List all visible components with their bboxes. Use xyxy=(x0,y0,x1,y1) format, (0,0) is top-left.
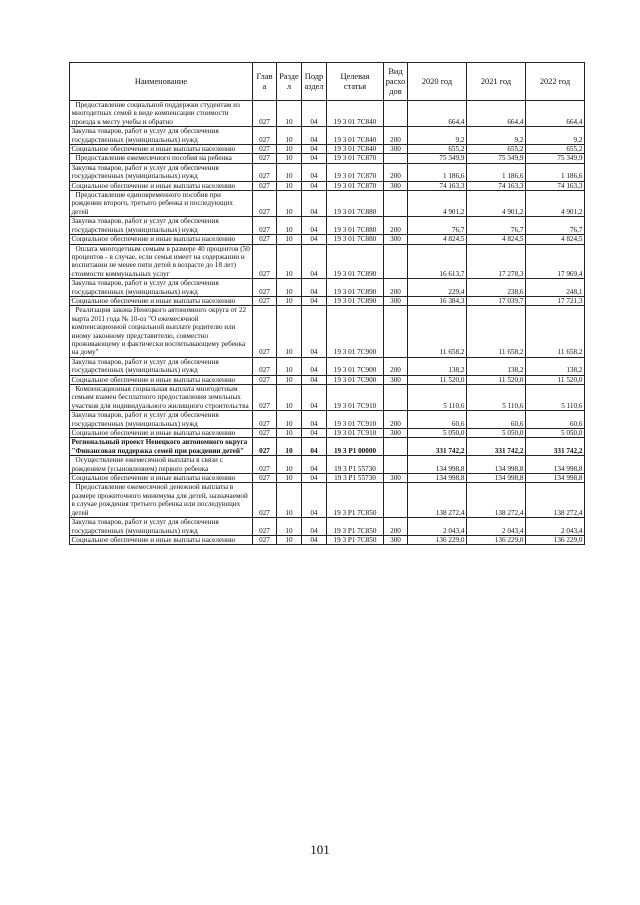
cell-vid xyxy=(384,191,408,217)
cell-2020: 138 272,4 xyxy=(408,483,467,518)
cell-razdel: 10 xyxy=(277,127,302,145)
cell-vid: 200 xyxy=(384,279,408,297)
cell-2021: 2 043,4 xyxy=(467,518,526,536)
cell-podrazdel: 04 xyxy=(302,375,327,384)
cell-razdel: 10 xyxy=(277,483,302,518)
cell-2022: 76,7 xyxy=(526,217,585,235)
cell-2021: 17 039,7 xyxy=(467,296,526,305)
cell-podrazdel: 04 xyxy=(302,385,327,411)
cell-razdel: 10 xyxy=(277,279,302,297)
cell-name: Закупка товаров, работ и услуг для обеспечения государственных (муниципальных) нужд xyxy=(70,518,253,536)
cell-glava: 027 xyxy=(253,191,277,217)
cell-glava: 027 xyxy=(253,181,277,190)
cell-name: Социальное обеспечение и иные выплаты населению xyxy=(70,145,253,154)
table-row xyxy=(70,357,585,375)
cell-2022: 134 998,8 xyxy=(526,456,585,474)
cell-2021: 9,2 xyxy=(467,127,526,145)
cell-podrazdel: 04 xyxy=(302,306,327,357)
table-row xyxy=(70,181,585,190)
cell-statya: 19 3 01 7С910 xyxy=(327,385,384,411)
cell-vid: 300 xyxy=(384,296,408,305)
cell-statya: 19 3 01 7С840 xyxy=(327,101,384,127)
cell-2020: 4 824,5 xyxy=(408,235,467,244)
cell-statya: 19 3 Р1 55730 xyxy=(327,474,384,483)
cell-name: Предоставление ежемесячной денежной выплаты в размере прожиточного минимума для детей, назначаемой в случае рождения третьего ребенка или последующих детей xyxy=(70,483,253,518)
cell-2022: 664,4 xyxy=(526,101,585,127)
cell-razdel: 10 xyxy=(277,456,302,474)
cell-podrazdel: 04 xyxy=(302,217,327,235)
cell-2021: 11 658,2 xyxy=(467,306,526,357)
cell-2020: 134 998,8 xyxy=(408,474,467,483)
table-row xyxy=(70,235,585,244)
cell-name: Предоставление единовременного пособия при рождении второго, третьего ребенка и последующих детей xyxy=(70,191,253,217)
cell-name: Закупка товаров, работ и услуг для обеспечения государственных (муниципальных) нужд xyxy=(70,127,253,145)
cell-2022: 11 658,2 xyxy=(526,306,585,357)
cell-statya: 19 3 Р1 55730 xyxy=(327,456,384,474)
cell-2021: 11 520,0 xyxy=(467,375,526,384)
table-row xyxy=(70,163,585,181)
cell-glava: 027 xyxy=(253,279,277,297)
table-header-row xyxy=(70,63,585,101)
table-body xyxy=(70,101,585,545)
cell-statya: 19 3 01 7С840 xyxy=(327,145,384,154)
cell-name: Социальное обеспечение и иные выплаты населению xyxy=(70,535,253,544)
cell-2021: 4 901,2 xyxy=(467,191,526,217)
cell-2020: 655,2 xyxy=(408,145,467,154)
cell-2020: 75 349,9 xyxy=(408,154,467,163)
cell-name: Компенсационная социальная выплата многодетным семьям взамен бесплатного предоставления земельных участков для индивидуального жилищного строительства xyxy=(70,385,253,411)
cell-podrazdel: 04 xyxy=(302,474,327,483)
cell-2020: 76,7 xyxy=(408,217,467,235)
cell-2021: 331 742,2 xyxy=(467,438,526,456)
header-razdel: Разде л xyxy=(277,63,302,101)
cell-2021: 5 110,6 xyxy=(467,385,526,411)
cell-2022: 138,2 xyxy=(526,357,585,375)
table-row xyxy=(70,101,585,127)
cell-podrazdel: 04 xyxy=(302,163,327,181)
cell-razdel: 10 xyxy=(277,306,302,357)
cell-name: Реализация закона Ненецкого автономного округа от 22 марта 2011 года № 10-оз "О ежемесячной компенсационной социальной выплате родителю или иному законному представителю, совместно проживающему и фактически воспитывающему ребенка на дому" xyxy=(70,306,253,357)
cell-vid: 300 xyxy=(384,375,408,384)
table-row xyxy=(70,244,585,279)
cell-razdel: 10 xyxy=(277,535,302,544)
table-row xyxy=(70,154,585,163)
header-statya: Целевая статья xyxy=(327,63,384,101)
cell-razdel: 10 xyxy=(277,411,302,429)
cell-statya: 19 3 01 7С880 xyxy=(327,217,384,235)
cell-vid: 300 xyxy=(384,145,408,154)
cell-glava: 027 xyxy=(253,244,277,279)
cell-2022: 4 901,2 xyxy=(526,191,585,217)
table-row xyxy=(70,191,585,217)
cell-2022: 136 229,0 xyxy=(526,535,585,544)
cell-name: Закупка товаров, работ и услуг для обеспечения государственных (муниципальных) нужд xyxy=(70,163,253,181)
cell-glava: 027 xyxy=(253,411,277,429)
table-row xyxy=(70,483,585,518)
table-row xyxy=(70,279,585,297)
cell-2021: 75 349,9 xyxy=(467,154,526,163)
cell-vid: 300 xyxy=(384,429,408,438)
cell-2021: 138,2 xyxy=(467,357,526,375)
table-row xyxy=(70,127,585,145)
cell-statya: 19 3 01 7С900 xyxy=(327,306,384,357)
cell-podrazdel: 04 xyxy=(302,145,327,154)
cell-2020: 229,4 xyxy=(408,279,467,297)
header-2021: 2021 год xyxy=(467,63,526,101)
cell-vid: 300 xyxy=(384,181,408,190)
cell-2020: 134 998,8 xyxy=(408,456,467,474)
cell-podrazdel: 04 xyxy=(302,357,327,375)
table-row xyxy=(70,375,585,384)
table-row xyxy=(70,518,585,536)
page-number: 101 xyxy=(310,842,330,857)
cell-razdel: 10 xyxy=(277,385,302,411)
cell-podrazdel: 04 xyxy=(302,127,327,145)
cell-glava: 027 xyxy=(253,154,277,163)
cell-2020: 4 901,2 xyxy=(408,191,467,217)
cell-2020: 138,2 xyxy=(408,357,467,375)
cell-glava: 027 xyxy=(253,483,277,518)
cell-2021: 134 998,8 xyxy=(467,474,526,483)
cell-razdel: 10 xyxy=(277,145,302,154)
cell-glava: 027 xyxy=(253,163,277,181)
cell-razdel: 10 xyxy=(277,163,302,181)
cell-name: Закупка товаров, работ и услуг для обеспечения государственных (муниципальных) нужд xyxy=(70,357,253,375)
cell-name: Закупка товаров, работ и услуг для обеспечения государственных (муниципальных) нужд xyxy=(70,217,253,235)
cell-2022: 134 998,8 xyxy=(526,474,585,483)
cell-razdel: 10 xyxy=(277,296,302,305)
cell-razdel: 10 xyxy=(277,429,302,438)
cell-statya: 19 3 01 7С870 xyxy=(327,181,384,190)
header-2022: 2022 год xyxy=(526,63,585,101)
cell-razdel: 10 xyxy=(277,474,302,483)
cell-2022: 331 742,2 xyxy=(526,438,585,456)
cell-vid xyxy=(384,306,408,357)
cell-2021: 238,6 xyxy=(467,279,526,297)
cell-name: Региональный проект Ненецкого автономного округа "Финансовая поддержка семей при рождении детей" xyxy=(70,438,253,456)
cell-2022: 17 969,4 xyxy=(526,244,585,279)
cell-podrazdel: 04 xyxy=(302,296,327,305)
cell-vid: 200 xyxy=(384,357,408,375)
cell-name: Социальное обеспечение и иные выплаты населению xyxy=(70,429,253,438)
cell-razdel: 10 xyxy=(277,101,302,127)
cell-2020: 11 520,0 xyxy=(408,375,467,384)
cell-statya: 19 3 01 7С870 xyxy=(327,154,384,163)
cell-2022: 17 721,3 xyxy=(526,296,585,305)
cell-vid xyxy=(384,154,408,163)
cell-podrazdel: 04 xyxy=(302,411,327,429)
cell-razdel: 10 xyxy=(277,235,302,244)
cell-name: Предоставление социальной поддержки студентам из многодетных семей в виде компенсации стоимости проезда к месту учебы и обратно xyxy=(70,101,253,127)
cell-razdel: 10 xyxy=(277,181,302,190)
cell-2022: 74 163,3 xyxy=(526,181,585,190)
cell-2022: 60,6 xyxy=(526,411,585,429)
cell-statya: 19 3 Р1 7С850 xyxy=(327,535,384,544)
cell-2020: 136 229,0 xyxy=(408,535,467,544)
cell-2022: 9,2 xyxy=(526,127,585,145)
cell-2021: 134 998,8 xyxy=(467,456,526,474)
header-vid: Вид расхо дов xyxy=(384,63,408,101)
cell-podrazdel: 04 xyxy=(302,483,327,518)
cell-vid xyxy=(384,385,408,411)
cell-podrazdel: 04 xyxy=(302,518,327,536)
cell-podrazdel: 04 xyxy=(302,154,327,163)
cell-podrazdel: 04 xyxy=(302,235,327,244)
cell-vid: 300 xyxy=(384,535,408,544)
cell-2021: 17 278,3 xyxy=(467,244,526,279)
cell-2022: 4 824,5 xyxy=(526,235,585,244)
cell-statya: 19 3 01 7С900 xyxy=(327,357,384,375)
cell-podrazdel: 04 xyxy=(302,244,327,279)
cell-2022: 1 186,6 xyxy=(526,163,585,181)
cell-glava: 027 xyxy=(253,518,277,536)
cell-statya: 19 3 01 7С890 xyxy=(327,244,384,279)
cell-2021: 1 186,6 xyxy=(467,163,526,181)
cell-podrazdel: 04 xyxy=(302,456,327,474)
cell-glava: 027 xyxy=(253,429,277,438)
cell-glava: 027 xyxy=(253,145,277,154)
cell-glava: 027 xyxy=(253,217,277,235)
cell-podrazdel: 04 xyxy=(302,535,327,544)
table-row xyxy=(70,385,585,411)
cell-vid xyxy=(384,244,408,279)
cell-statya: 19 3 Р1 00000 xyxy=(327,438,384,456)
cell-2020: 5 110,6 xyxy=(408,385,467,411)
cell-glava: 027 xyxy=(253,474,277,483)
cell-razdel: 10 xyxy=(277,191,302,217)
cell-2022: 655,2 xyxy=(526,145,585,154)
cell-statya: 19 3 01 7С870 xyxy=(327,163,384,181)
cell-2021: 74 163,3 xyxy=(467,181,526,190)
cell-glava: 027 xyxy=(253,535,277,544)
cell-statya: 19 3 01 7С890 xyxy=(327,296,384,305)
cell-2020: 1 186,6 xyxy=(408,163,467,181)
cell-podrazdel: 04 xyxy=(302,191,327,217)
cell-2021: 4 824,5 xyxy=(467,235,526,244)
header-podrazdel: Подр аздел xyxy=(302,63,327,101)
cell-2020: 16 613,7 xyxy=(408,244,467,279)
cell-2021: 655,2 xyxy=(467,145,526,154)
cell-glava: 027 xyxy=(253,385,277,411)
cell-statya: 19 3 01 7С910 xyxy=(327,411,384,429)
cell-vid xyxy=(384,101,408,127)
cell-glava: 027 xyxy=(253,357,277,375)
cell-glava: 027 xyxy=(253,306,277,357)
cell-name: Закупка товаров, работ и услуг для обеспечения государственных (муниципальных) нужд xyxy=(70,411,253,429)
table-row xyxy=(70,429,585,438)
cell-2022: 2 043,4 xyxy=(526,518,585,536)
cell-2020: 74 163,3 xyxy=(408,181,467,190)
cell-2020: 331 742,2 xyxy=(408,438,467,456)
cell-statya: 19 3 Р1 7С850 xyxy=(327,518,384,536)
cell-name: Закупка товаров, работ и услуг для обеспечения государственных (муниципальных) нужд xyxy=(70,279,253,297)
cell-razdel: 10 xyxy=(277,217,302,235)
cell-2020: 9,2 xyxy=(408,127,467,145)
cell-2021: 60,6 xyxy=(467,411,526,429)
cell-glava: 027 xyxy=(253,101,277,127)
cell-glava: 027 xyxy=(253,296,277,305)
cell-name: Оплата многодетным семьям в размере 40 процентов (50 процентов - в случае, если семья имеет на содержании и воспитании не менее пяти детей в возрасте до 18 лет) стоимости коммунальных услуг xyxy=(70,244,253,279)
table-row xyxy=(70,456,585,474)
cell-glava: 027 xyxy=(253,375,277,384)
cell-vid: 300 xyxy=(384,235,408,244)
cell-name: Социальное обеспечение и иные выплаты населению xyxy=(70,296,253,305)
cell-glava: 027 xyxy=(253,438,277,456)
cell-statya: 19 3 01 7С890 xyxy=(327,279,384,297)
cell-podrazdel: 04 xyxy=(302,429,327,438)
cell-statya: 19 3 01 7С900 xyxy=(327,375,384,384)
cell-podrazdel: 04 xyxy=(302,101,327,127)
cell-2020: 664,4 xyxy=(408,101,467,127)
cell-name: Социальное обеспечение и иные выплаты населению xyxy=(70,235,253,244)
budget-table xyxy=(69,62,585,545)
cell-2022: 138 272,4 xyxy=(526,483,585,518)
table-row xyxy=(70,145,585,154)
cell-2020: 16 384,3 xyxy=(408,296,467,305)
cell-name: Предоставление ежемесячного пособия на ребенка xyxy=(70,154,253,163)
table-row xyxy=(70,535,585,544)
header-glava: Глав а xyxy=(253,63,277,101)
cell-razdel: 10 xyxy=(277,518,302,536)
cell-vid xyxy=(384,483,408,518)
cell-podrazdel: 04 xyxy=(302,438,327,456)
cell-statya: 19 3 01 7С910 xyxy=(327,429,384,438)
cell-vid: 200 xyxy=(384,127,408,145)
cell-podrazdel: 04 xyxy=(302,181,327,190)
cell-name: Социальное обеспечение и иные выплаты населению xyxy=(70,474,253,483)
cell-vid: 200 xyxy=(384,163,408,181)
cell-2020: 11 658,2 xyxy=(408,306,467,357)
cell-razdel: 10 xyxy=(277,244,302,279)
cell-name: Осуществление ежемесячной выплаты в связи с рождением (усыновлением) первого ребенка xyxy=(70,456,253,474)
cell-glava: 027 xyxy=(253,235,277,244)
cell-vid xyxy=(384,456,408,474)
cell-vid xyxy=(384,438,408,456)
cell-glava: 027 xyxy=(253,127,277,145)
cell-2020: 60,6 xyxy=(408,411,467,429)
cell-2022: 5 110,6 xyxy=(526,385,585,411)
table-row xyxy=(70,474,585,483)
cell-razdel: 10 xyxy=(277,154,302,163)
cell-2021: 76,7 xyxy=(467,217,526,235)
cell-2022: 11 520,0 xyxy=(526,375,585,384)
table-row xyxy=(70,296,585,305)
cell-2022: 75 349,9 xyxy=(526,154,585,163)
cell-statya: 19 3 Р1 7С850 xyxy=(327,483,384,518)
cell-name: Социальное обеспечение и иные выплаты населению xyxy=(70,375,253,384)
cell-podrazdel: 04 xyxy=(302,279,327,297)
cell-vid: 200 xyxy=(384,518,408,536)
cell-2022: 5 050,0 xyxy=(526,429,585,438)
cell-razdel: 10 xyxy=(277,357,302,375)
table-row xyxy=(70,306,585,357)
cell-vid: 300 xyxy=(384,474,408,483)
table-row xyxy=(70,217,585,235)
cell-2021: 5 050,0 xyxy=(467,429,526,438)
cell-2021: 138 272,4 xyxy=(467,483,526,518)
cell-2021: 664,4 xyxy=(467,101,526,127)
cell-razdel: 10 xyxy=(277,438,302,456)
cell-statya: 19 3 01 7С840 xyxy=(327,127,384,145)
cell-2020: 5 050,0 xyxy=(408,429,467,438)
cell-statya: 19 3 01 7С880 xyxy=(327,191,384,217)
header-name: Наименование xyxy=(70,63,253,101)
table-row xyxy=(70,411,585,429)
cell-razdel: 10 xyxy=(277,375,302,384)
cell-statya: 19 3 01 7С880 xyxy=(327,235,384,244)
cell-2021: 136 229,0 xyxy=(467,535,526,544)
cell-2020: 2 043,4 xyxy=(408,518,467,536)
header-2020: 2020 год xyxy=(408,63,467,101)
cell-name: Социальное обеспечение и иные выплаты населению xyxy=(70,181,253,190)
table-row xyxy=(70,438,585,456)
cell-glava: 027 xyxy=(253,456,277,474)
cell-2022: 248,1 xyxy=(526,279,585,297)
cell-vid: 200 xyxy=(384,411,408,429)
cell-vid: 200 xyxy=(384,217,408,235)
